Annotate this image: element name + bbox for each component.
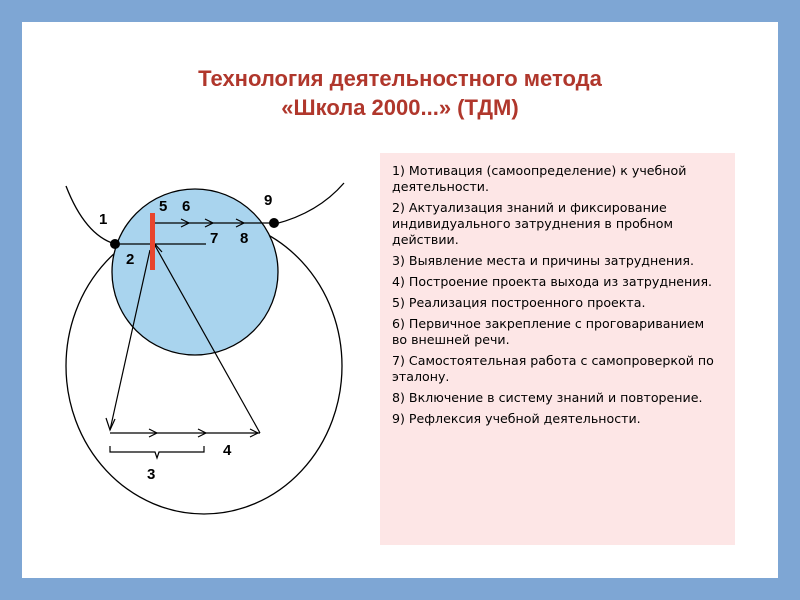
step-item-9: 9) Рефлексия учебной деятельности.: [392, 411, 641, 426]
label-1: 1: [99, 211, 108, 228]
step-item-7: 7) Самостоятельная работа с самопроверкой по эталону.: [392, 353, 714, 384]
point-1: [110, 239, 120, 249]
title-line-1: Технология деятельностного метода: [198, 66, 602, 91]
label-7: 7: [210, 230, 219, 247]
step-item-8: 8) Включение в систему знаний и повторение.: [392, 390, 703, 405]
title-line-2: «Школа 2000...» (ТДМ): [281, 95, 519, 120]
left-top-arc: [66, 186, 115, 244]
step-item-4: 4) Построение проекта выхода из затруднения.: [392, 274, 713, 289]
red-bar: [150, 213, 155, 270]
label-3: 3: [147, 466, 156, 483]
step-item-2: 2) Актуализация знаний и фиксирование индивидуального затруднения в пробном действии.: [392, 200, 673, 247]
label-9: 9: [264, 192, 273, 209]
bracket-3: [110, 446, 204, 458]
arrow-descending: [106, 418, 115, 430]
step-item-6: 6) Первичное закрепление с проговариванием во внешней речи.: [392, 316, 705, 347]
label-2: 2: [126, 251, 135, 268]
right-top-arc: [275, 183, 344, 224]
step-item-3: 3) Выявление места и причины затруднения.: [392, 253, 694, 268]
label-5: 5: [159, 198, 168, 215]
label-6: 6: [182, 198, 191, 215]
point-9: [269, 218, 279, 228]
label-4: 4: [223, 442, 232, 459]
small-circle: [112, 189, 278, 355]
label-8: 8: [240, 230, 249, 247]
step-item-1: 1) Мотивация (самоопределение) к учебной деятельности.: [392, 163, 687, 194]
step-item-5: 5) Реализация построенного проекта.: [392, 295, 646, 310]
